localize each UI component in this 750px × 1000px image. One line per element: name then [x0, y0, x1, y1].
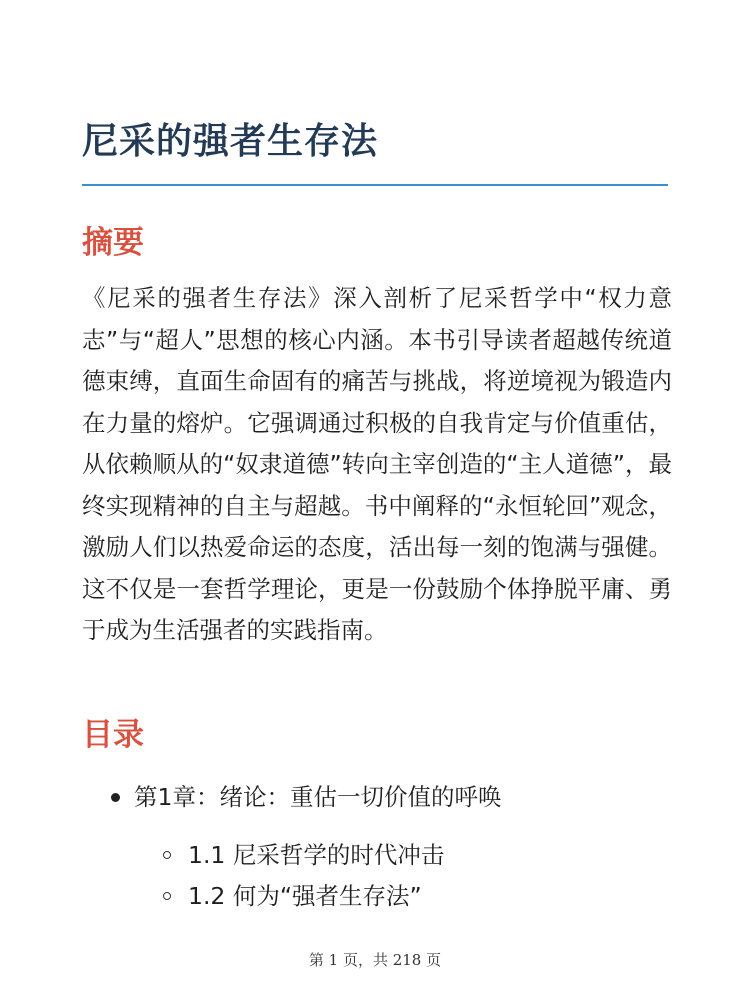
circle-bullet-icon [163, 851, 171, 859]
toc-item-label: 1.1 尼采哲学的时代冲击 [188, 841, 445, 869]
toc-item-label: 第1章：绪论：重估一切价值的呼唤 [134, 783, 502, 811]
title-divider [82, 184, 668, 186]
disc-bullet-icon [111, 793, 120, 802]
summary-heading: 摘要 [82, 225, 144, 261]
circle-bullet-icon [163, 892, 171, 900]
page-number-footer: 第 1 页，共 218 页 [308, 951, 442, 969]
toc-item-label: 1.2 何为“强者生存法” [188, 882, 422, 910]
summary-paragraph: 《尼采的强者生存法》深入剖析了尼采哲学中“权力意志”与“超人”思想的核心内涵。本书引导读者超越传统道德束缚，直面生命固有的痛苦与挑战，将逆境视为锻造内在力量的熔炉。它强调通过积极的自我肯定与价值重估，从依赖顺从的“奴隶道德”转向主宰创造的“主人道德”，最终实现精神的自主与超越。书中阐释的“永恒轮回”观念，激励人们以热爱命运的态度，活出每一刻的饱满与强健。这不仅是一套哲学理论，更是一份鼓励个体挣脱平庸、勇于成为生活强者的实践指南。 [82, 284, 672, 644]
toc-heading: 目录 [82, 717, 144, 753]
page-title: 尼采的强者生存法 [82, 121, 379, 162]
